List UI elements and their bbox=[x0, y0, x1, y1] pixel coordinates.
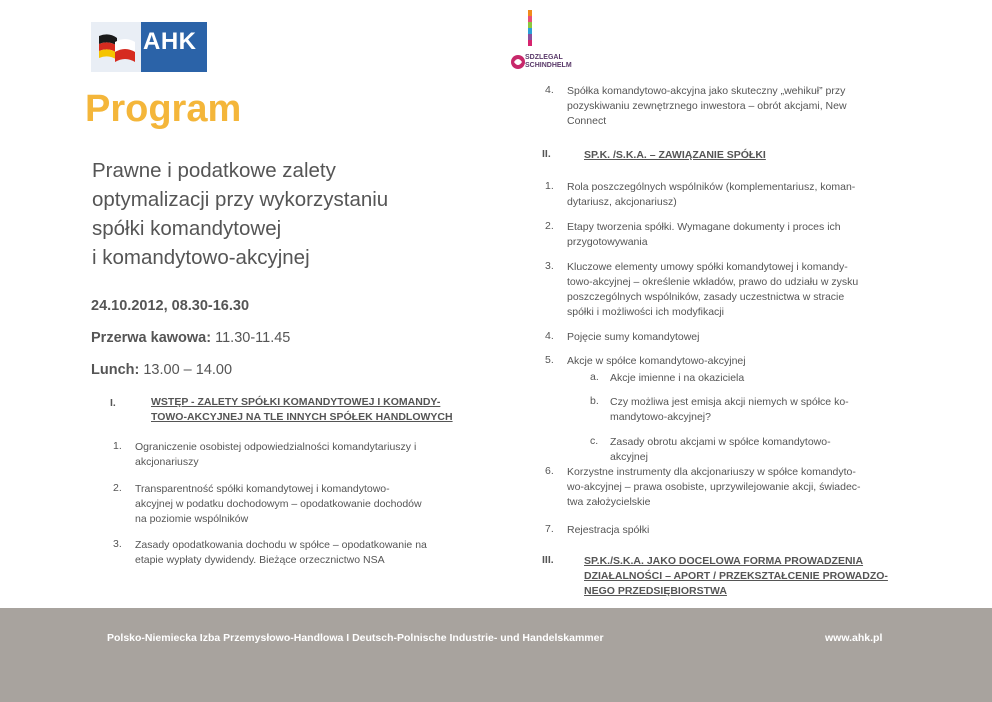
list-item-line: Zasady opodatkowania dochodu w spółce – opodatkowanie na bbox=[135, 539, 427, 551]
list-item-number: 3. bbox=[113, 538, 122, 550]
sub-item-letter: a. bbox=[590, 371, 599, 383]
list-item-line: Rejestracja spółki bbox=[567, 524, 650, 536]
lunch-label: Lunch: bbox=[91, 362, 140, 378]
lunch-time: 13.00 – 14.00 bbox=[139, 362, 233, 378]
list-item-line: wo-akcyjnej – prawa osobiste, uprzywilejowanie akcji, świadec- bbox=[567, 481, 861, 493]
footer-website-link[interactable]: www.ahk.pl bbox=[825, 632, 883, 644]
list-item-line: poszczególnych wspólników, zasady uczestnictwa w stracie bbox=[567, 291, 845, 303]
list-item-line: twa założycielskie bbox=[567, 496, 651, 508]
list-item-line: Korzystne instrumenty dla akcjonariuszy w spółce komandyto- bbox=[567, 466, 856, 478]
section-1-list bbox=[113, 440, 473, 580]
list-item-number: 4. bbox=[545, 330, 554, 342]
section-1-title bbox=[151, 395, 469, 425]
list-item bbox=[567, 523, 901, 538]
list-item-line: dytariusz, akcjonariusz) bbox=[567, 196, 677, 208]
lunch bbox=[91, 362, 232, 378]
list-item-line: na poziomie wspólników bbox=[135, 513, 249, 525]
ahk-logo bbox=[91, 22, 207, 72]
sub-item-line: Akcje imienne i na okaziciela bbox=[610, 372, 745, 384]
list-item-line: Spółka komandytowo-akcyjna jako skuteczny „wehikuł” przy bbox=[567, 85, 846, 97]
list-item-line: etapie wypłaty dywidendy. Bieżące orzecznictwo NSA bbox=[135, 554, 385, 566]
section-2-title: SP.K. /S.K.A. – ZAWIĄZANIE SPÓŁKI bbox=[584, 149, 766, 161]
sub-item-line: Czy możliwa jest emisja akcji niemych w spółce ko- bbox=[610, 396, 849, 408]
subtitle-line: spółki komandytowej bbox=[92, 217, 282, 240]
subtitle-line: Prawne i podatkowe zalety bbox=[92, 159, 336, 182]
subtitle-line: optymalizacji przy wykorzystaniu bbox=[92, 188, 389, 211]
list-item bbox=[567, 84, 901, 129]
list-item-line: Transparentność spółki komandytowej i komandytowo- bbox=[135, 483, 390, 495]
coffee-break-time: 11.30-11.45 bbox=[211, 330, 291, 346]
sub-item-letter: c. bbox=[590, 435, 599, 447]
list-item-line: pozyskiwaniu zewnętrznego inwestora – obrót akcjami, New bbox=[567, 100, 847, 112]
sub-item bbox=[610, 395, 901, 425]
list-item-number: 2. bbox=[113, 482, 122, 494]
section-1-title-line: TOWO-AKCYJNEJ NA TLE INNYCH SPÓŁEK HANDLOWYCH bbox=[151, 411, 453, 423]
sdz-legal-logo bbox=[509, 10, 572, 78]
list-item-line: towo-akcyjnej – określenie wkładów, prawo do udziału w zysku bbox=[567, 276, 859, 288]
program-title: Program bbox=[85, 88, 242, 130]
subtitle-line: i komandytowo-akcyjnej bbox=[92, 246, 310, 269]
section-3-title bbox=[584, 554, 902, 599]
section-3-number: III. bbox=[542, 554, 554, 566]
coffee-break-label: Przerwa kawowa: bbox=[91, 330, 212, 346]
list-item-number: 4. bbox=[545, 84, 554, 96]
coffee-break bbox=[91, 330, 290, 346]
list-item-number: 5. bbox=[545, 354, 554, 366]
sdz-logo-text-2: SCHINDHELM bbox=[525, 62, 572, 69]
list-item bbox=[567, 180, 901, 210]
list-item-line: Rola poszczególnych wspólników (komplementariusz, koman- bbox=[567, 181, 856, 193]
list-item-line: Pojęcie sumy komandytowej bbox=[567, 331, 700, 343]
sub-item-line: Zasady obrotu akcjami w spółce komandytowo- bbox=[610, 436, 831, 448]
event-subtitle bbox=[92, 156, 422, 272]
section-1-number: I. bbox=[110, 397, 116, 409]
section-2-number: II. bbox=[542, 148, 551, 160]
list-item-line: przygotowywania bbox=[567, 236, 648, 248]
section-3-title-line: DZIAŁALNOŚCI – APORT / PRZEKSZTAŁCENIE PROWADZO- bbox=[584, 570, 888, 582]
list-item bbox=[567, 465, 901, 510]
list-item-line: Connect bbox=[567, 115, 607, 127]
list-item-number: 6. bbox=[545, 465, 554, 477]
list-item-number: 7. bbox=[545, 523, 554, 535]
list-item-line: Etapy tworzenia spółki. Wymagane dokumenty i proces ich bbox=[567, 221, 841, 233]
list-item-line: Akcje w spółce komandytowo-akcyjnej bbox=[567, 355, 746, 367]
sub-item bbox=[610, 371, 901, 386]
event-date: 24.10.2012, 08.30-16.30 bbox=[91, 298, 250, 314]
ahk-flag-icon bbox=[91, 22, 141, 72]
list-item-line: akcjonariuszy bbox=[135, 456, 199, 468]
list-item-number: 3. bbox=[545, 260, 554, 272]
sub-item bbox=[610, 435, 901, 465]
right-column bbox=[542, 84, 905, 604]
list-item bbox=[567, 260, 901, 320]
sdz-logo-text-1: SDZLEGAL bbox=[525, 54, 563, 61]
list-item bbox=[135, 440, 469, 470]
footer-chamber-name: Polsko-Niemiecka Izba Przemysłowo-Handlowa I Deutsch-Polnische Industrie- und Handelskammer bbox=[107, 632, 604, 644]
list-item bbox=[135, 482, 469, 527]
list-item-line: spółki i możliwości ich modyfikacji bbox=[567, 306, 724, 318]
list-item-number: 2. bbox=[545, 220, 554, 232]
list-item-number: 1. bbox=[545, 180, 554, 192]
section-3-title-line: SP.K./S.K.A. JAKO DOCELOWA FORMA PROWADZENIA bbox=[584, 555, 864, 567]
list-item bbox=[135, 538, 469, 568]
list-item-line: Ograniczenie osobistej odpowiedzialności komandytariuszy i bbox=[135, 441, 417, 453]
list-item-number: 1. bbox=[113, 440, 122, 452]
sub-item-line: akcyjnej bbox=[610, 451, 648, 463]
section-1-title-line: WSTĘP - ZALETY SPÓŁKI KOMANDYTOWEJ I KOMANDY- bbox=[151, 396, 441, 408]
list-item bbox=[567, 330, 901, 345]
sub-item-letter: b. bbox=[590, 395, 599, 407]
sub-item-line: mandytowo-akcyjnej? bbox=[610, 411, 711, 423]
ahk-logo-text: AHK bbox=[143, 28, 197, 55]
list-item-line: Kluczowe elementy umowy spółki komandytowej i komandy- bbox=[567, 261, 848, 273]
footer-bar bbox=[0, 608, 992, 702]
list-item bbox=[567, 354, 901, 369]
section-3-title-line: NEGO PRZEDSIĘBIORSTWA bbox=[584, 585, 727, 597]
list-item-line: akcyjnej w podatku dochodowym – opodatkowanie dochodów bbox=[135, 498, 422, 510]
list-item bbox=[567, 220, 901, 250]
